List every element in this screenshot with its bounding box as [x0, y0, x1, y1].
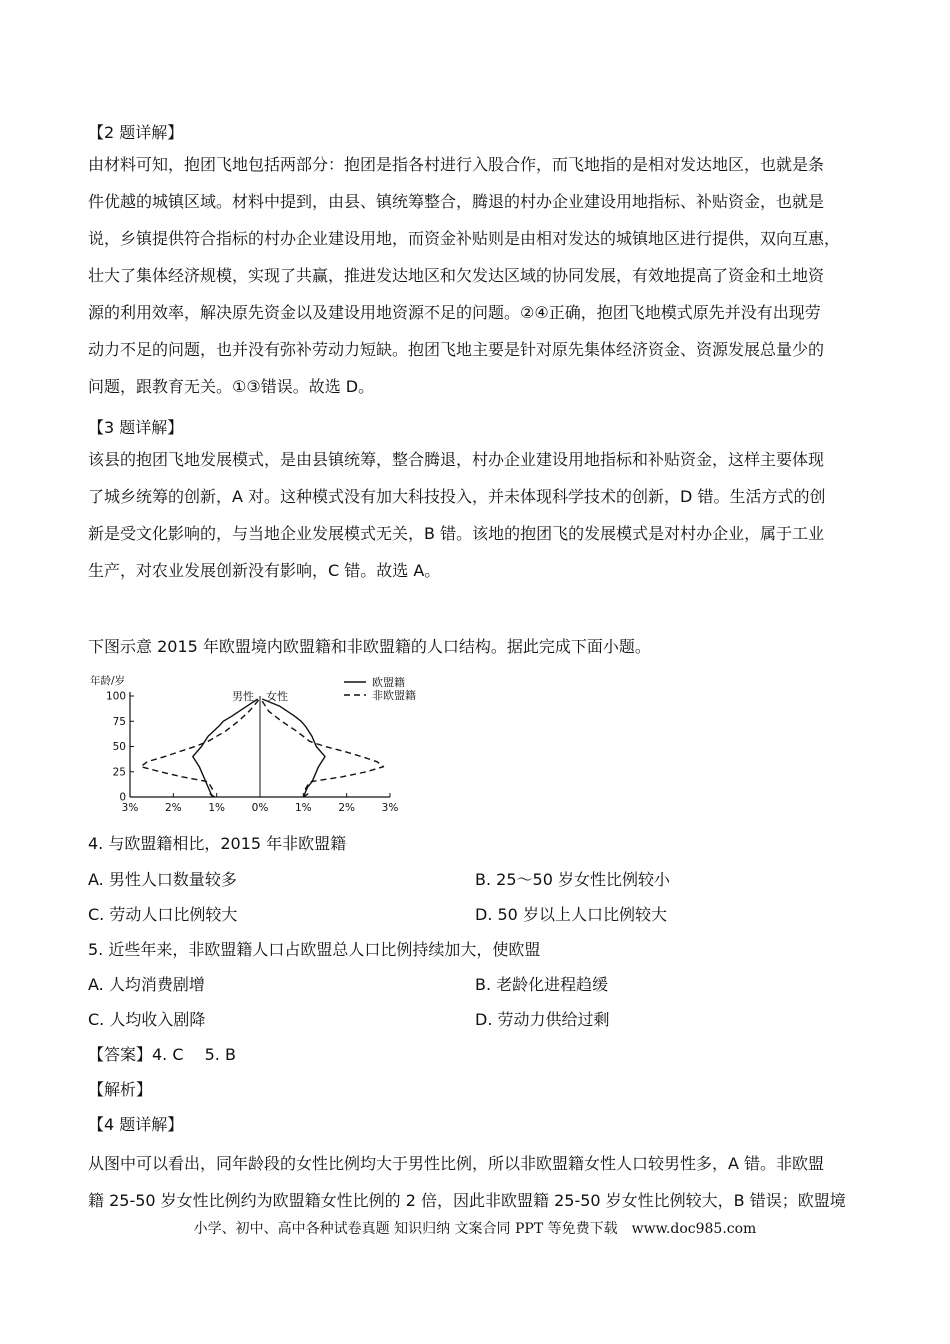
figure-intro: 下图示意 2015 年欧盟境内欧盟籍和非欧盟籍的人口结构。据此完成下面小题。 — [88, 637, 651, 656]
legend-label: 欧盟籍 — [372, 676, 405, 689]
section4-line: 从图中可以看出，同年龄段的女性比例均大于男性比例，所以非欧盟籍女性人口较男性多，A 错。非欧盟 — [88, 1154, 825, 1173]
y-tick-label: 75 — [112, 715, 126, 728]
y-tick-label: 0 — [119, 791, 126, 804]
page-footer: 小学、初中、高中各种试卷真题 知识归纳 文案合同 PPT 等免费下载 www.doc985.com — [193, 1221, 757, 1237]
y-tick-label: 50 — [112, 741, 126, 753]
section2-line: 壮大了集体经济规模，实现了共赢，推进发达地区和欠发达区域的协同发展，有效地提高了资金和土地资 — [88, 266, 825, 285]
y-axis-label: 年龄/岁 — [90, 675, 126, 687]
section2-line: 动力不足的问题，也并没有弥补劳动力短缺。抱团飞地主要是针对原先集体经济资金、资源发展总量少的 — [88, 340, 825, 359]
section3-line: 生产，对农业发展创新没有影响，C 错。故选 A。 — [88, 561, 441, 580]
y-tick-label: 100 — [105, 690, 126, 703]
q4-option-a: A. 男性人口数量较多 — [88, 870, 237, 889]
x-tick-label: 1% — [294, 802, 312, 814]
q4-option-c: C. 劳动人口比例较大 — [88, 905, 238, 924]
q4-option-d: D. 50 岁以上人口比例较大 — [475, 905, 667, 924]
section2-line: 问题，跟教育无关。①③错误。故选 D。 — [88, 377, 375, 396]
x-tick-label: 2% — [338, 802, 356, 814]
section2-line: 件优越的城镇区域。材料中提到，由县、镇统筹整合，腾退的村办企业建设用地指标、补贴资金，也就是 — [88, 192, 825, 211]
eu-male-line — [193, 699, 258, 797]
section2-line: 由材料可知，抱团飞地包括两部分：抱团是指各村进行入股合作，而飞地指的是相对发达地区，也就是条 — [88, 155, 825, 174]
q4-option-b: B. 25～50 岁女性比例较小 — [475, 870, 670, 889]
section3-line: 新是受文化影响的，与当地企业发展模式无关，B 错。该地的抱团飞的发展模式是对村办企业，属于工业 — [88, 524, 825, 543]
section3-line: 该县的抱团飞地发展模式，是由县镇统筹，整合腾退，村办企业建设用地指标和补贴资金，这样主要体现 — [88, 450, 825, 469]
female-label: 女性 — [266, 690, 288, 703]
section3-line: 了城乡统筹的创新，A 对。这种模式没有加大科技投入，并未体现科学技术的创新，D 错。生活方式的创 — [88, 487, 826, 506]
x-tick-label: 3% — [381, 802, 399, 814]
section4-heading: 【4 题详解】 — [88, 1115, 184, 1134]
y-tick-label: 25 — [112, 766, 126, 779]
section2-line: 源的利用效率，解决原先资金以及建设用地资源不足的问题。②④正确，抱团飞地模式原先并没有出现劳 — [88, 303, 821, 322]
x-tick-label: 0% — [251, 802, 269, 814]
q5-option-b: B. 老龄化进程趋缓 — [475, 975, 609, 994]
x-tick-label: 3% — [121, 802, 139, 814]
section3-heading: 【3 题详解】 — [88, 418, 184, 437]
population-pyramid-chart — [88, 670, 448, 820]
male-label: 男性 — [232, 690, 254, 703]
non-eu-female-line — [261, 699, 384, 797]
q5-option-d: D. 劳动力供给过剩 — [475, 1010, 610, 1029]
q5-option-c: C. 人均收入剧降 — [88, 1010, 206, 1029]
q4-stem: 4. 与欧盟籍相比，2015 年非欧盟籍 — [88, 834, 347, 853]
legend-label: 非欧盟籍 — [372, 689, 416, 702]
answer-line: 【答案】4. C 5. B — [88, 1045, 236, 1064]
x-tick-label: 1% — [208, 802, 226, 814]
q5-stem: 5. 近些年来，非欧盟籍人口占欧盟总人口比例持续加大，使欧盟 — [88, 940, 541, 959]
section4-line: 籍 25-50 岁女性比例约为欧盟籍女性比例的 2 倍，因此非欧盟籍 25-50 岁女性比例较大，B 错误；欧盟境 — [88, 1191, 846, 1210]
analysis-heading: 【解析】 — [88, 1080, 153, 1099]
x-tick-label: 2% — [164, 802, 182, 814]
q5-option-a: A. 人均消费剧增 — [88, 975, 205, 994]
section2-heading: 【2 题详解】 — [88, 123, 184, 142]
section2-line: 说，乡镇提供符合指标的村办企业建设用地，而资金补贴则是由相对发达的城镇地区进行提供，双向互惠， — [88, 229, 841, 248]
